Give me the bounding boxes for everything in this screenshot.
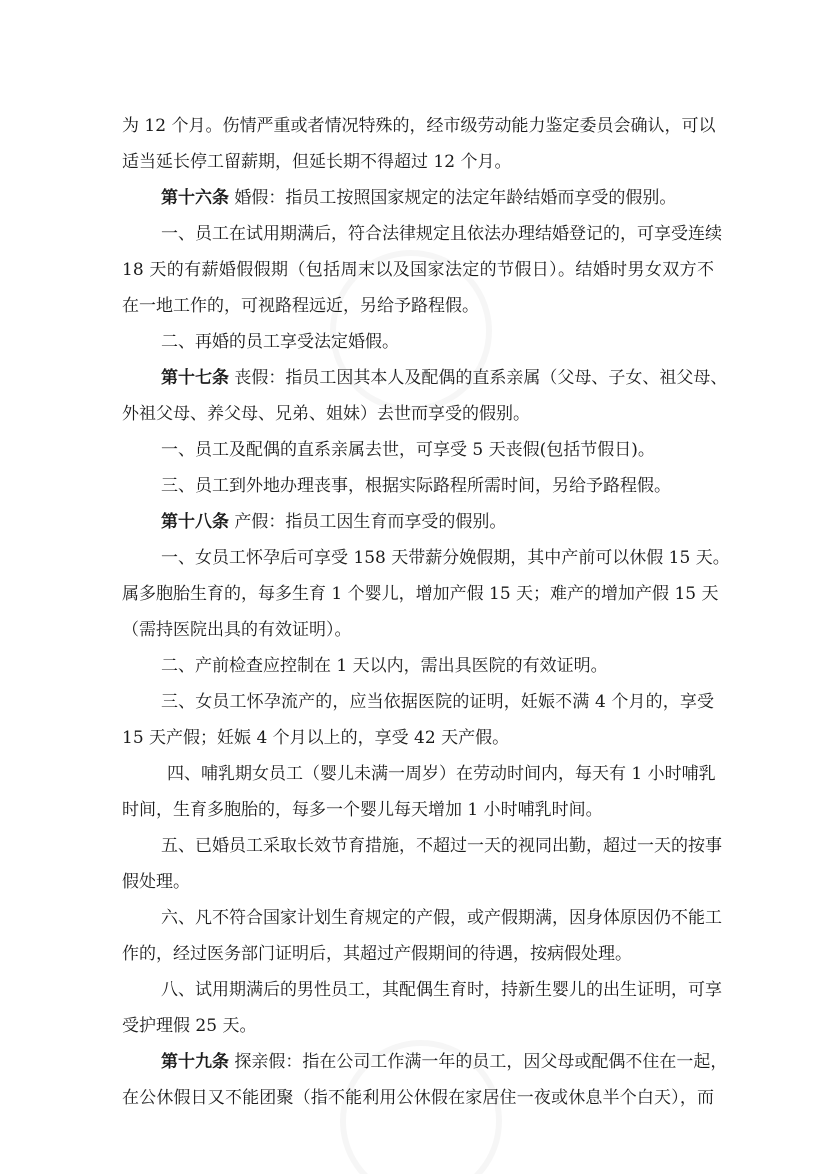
text-line: 一、员工在试用期满后，符合法律规定且依法办理结婚登记的，可享受连续 bbox=[161, 224, 722, 244]
article-heading-17 bbox=[122, 360, 728, 396]
text-line: 二、产前检查应控制在 1 天以内，需出具医院的有效证明。 bbox=[161, 656, 608, 676]
article-number: 第十六条 bbox=[161, 188, 229, 208]
article-heading-19 bbox=[122, 1044, 728, 1080]
text-line: 15 天产假；妊娠 4 个月以上的，享受 42 天产假。 bbox=[122, 728, 510, 748]
text-line: 受护理假 25 天。 bbox=[122, 1016, 257, 1036]
document-body bbox=[122, 108, 730, 1116]
text-line: 三、女员工怀孕流产的，应当依据医院的证明，妊娠不满 4 个月的，享受 bbox=[161, 692, 714, 712]
text-line: 外祖父母、养父母、兄弟、姐妹）去世而享受的假别。 bbox=[122, 404, 530, 424]
text-line: 在一地工作的，可视路程远近，另给予路程假。 bbox=[122, 296, 479, 316]
text-line: （需持医院出具的有效证明）。 bbox=[122, 620, 352, 640]
text-line: 六、凡不符合国家计划生育规定的产假，或产假期满，因身体原因仍不能工 bbox=[161, 908, 722, 928]
text-line: 一、员工及配偶的直系亲属去世，可享受 5 天丧假(包括节假日)。 bbox=[161, 440, 655, 460]
text-line: 五、已婚员工采取长效节育措施，不超过一天的视同出勤，超过一天的按事 bbox=[161, 836, 722, 856]
text-line: 适当延长停工留薪期，但延长期不得超过 12 个月。 bbox=[122, 152, 512, 172]
text-line: 18 天的有薪婚假假期（包括周末以及国家法定的节假日）。结婚时男女双方不 bbox=[122, 260, 714, 280]
article-number: 第十七条 bbox=[161, 368, 229, 388]
text-line: 四、哺乳期女员工（婴儿未满一周岁）在劳动时间内，每天有 1 小时哺乳 bbox=[167, 764, 716, 784]
article-text: 丧假：指员工因其本人及配偶的直系亲属（父母、子女、祖父母、 bbox=[229, 368, 728, 388]
text-line: 一、女员工怀孕后可享受 158 天带薪分娩假期，其中产前可以休假 15 天。 bbox=[161, 548, 730, 568]
article-text: 探亲假：指在公司工作满一年的员工，因父母或配偶不住在一起， bbox=[229, 1052, 728, 1072]
article-text: 产假：指员工因生育而享受的假别。 bbox=[229, 512, 507, 532]
article-heading-18 bbox=[122, 504, 714, 540]
text-line: 时间，生育多胞胎的，每多一个婴儿每天增加 1 小时哺乳时间。 bbox=[122, 800, 603, 820]
article-text: 婚假：指员工按照国家规定的法定年龄结婚而享受的假别。 bbox=[229, 188, 677, 208]
text-line: 为 12 个月。伤情严重或者情况特殊的，经市级劳动能力鉴定委员会确认，可以 bbox=[122, 116, 716, 136]
article-number: 第十八条 bbox=[161, 512, 229, 532]
text-line: 在公休假日又不能团聚（指不能利用公休假在家居住一夜或休息半个白天），而 bbox=[122, 1088, 714, 1108]
text-line: 八、试用期满后的男性员工，其配偶生育时，持新生婴儿的出生证明，可享 bbox=[161, 980, 722, 1000]
text-line: 属多胞胎生育的，每多生育 1 个婴儿，增加产假 15 天；难产的增加产假 15 天 bbox=[122, 584, 719, 604]
text-line: 作的，经过医务部门证明后，其超过产假期间的待遇，按病假处理。 bbox=[122, 944, 632, 964]
article-heading-16 bbox=[122, 180, 714, 216]
article-number: 第十九条 bbox=[161, 1052, 229, 1072]
text-line: 二、再婚的员工享受法定婚假。 bbox=[161, 332, 399, 352]
text-line: 假处理。 bbox=[122, 872, 190, 892]
text-line: 三、员工到外地办理丧事，根据实际路程所需时间，另给予路程假。 bbox=[161, 476, 671, 496]
